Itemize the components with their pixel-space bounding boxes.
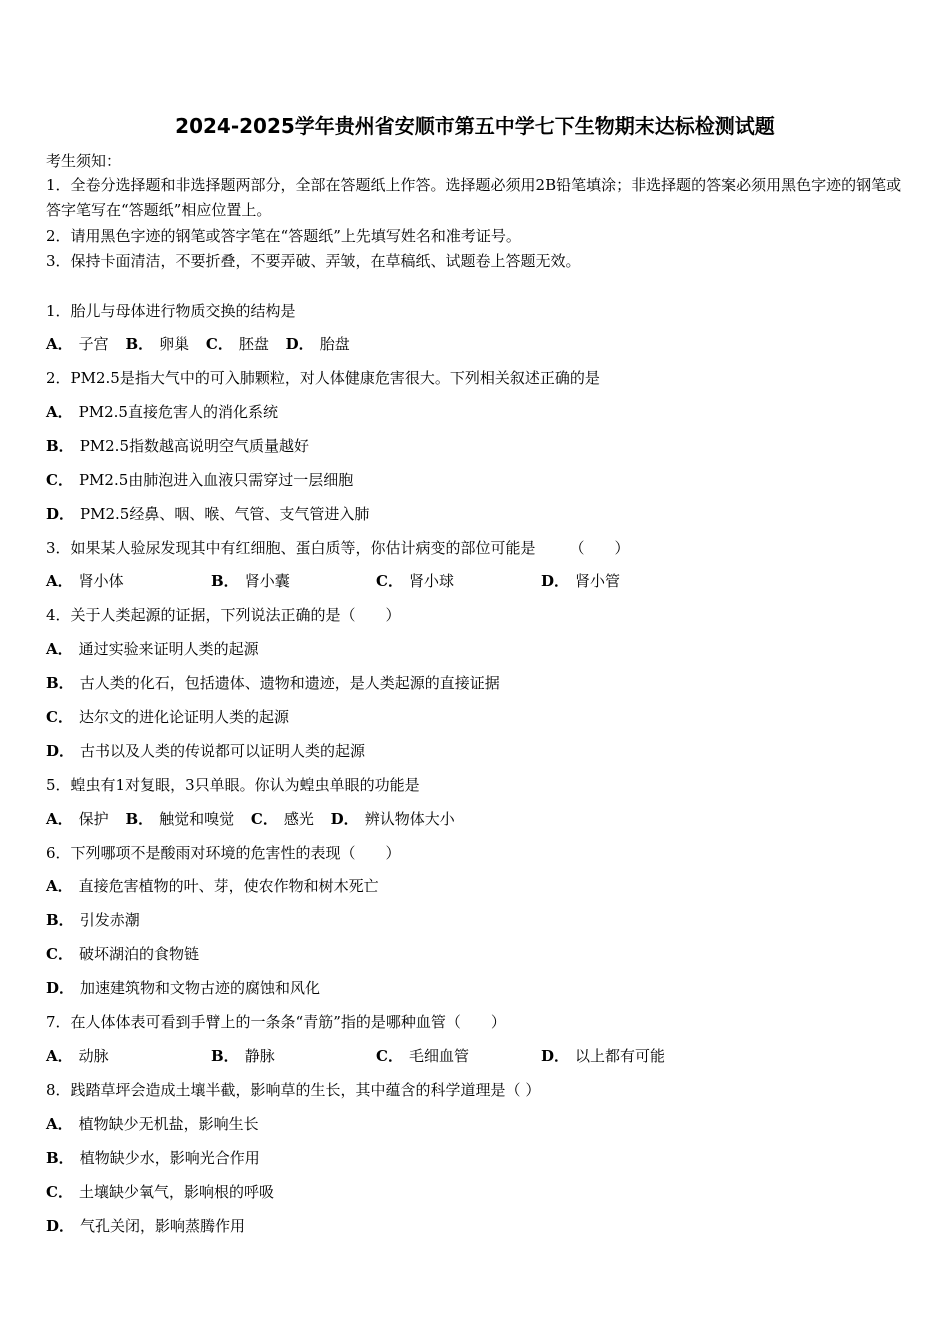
- question-3-option-c[interactable]: [376, 570, 541, 592]
- question-2-option-d[interactable]: [46, 503, 369, 525]
- option-letter: B．: [46, 674, 74, 692]
- question-4-option-d[interactable]: [46, 740, 365, 762]
- question-8-option-d[interactable]: [46, 1215, 245, 1237]
- option-text: 以上都有可能: [575, 1047, 666, 1065]
- question-7-option-c[interactable]: [376, 1045, 541, 1067]
- option-text: 肾小管: [575, 572, 621, 590]
- option-text: 动脉: [78, 1047, 109, 1065]
- question-7-options: [46, 1045, 706, 1067]
- option-text: 肾小体: [78, 572, 124, 590]
- option-letter: A．: [46, 877, 73, 895]
- option-letter: D．: [541, 572, 570, 590]
- question-5-options: [46, 808, 467, 830]
- option-letter: B．: [125, 335, 154, 353]
- option-text: 破坏湖泊的食物链: [78, 945, 199, 963]
- notice-item-2: 2．请用黑色字迹的钢笔或答字笔在“答题纸”上先填写姓名和准考证号。: [46, 227, 521, 245]
- option-letter: A．: [46, 1047, 73, 1065]
- option-text: PM2.5指数越高说明空气质量越好: [79, 437, 309, 455]
- question-4-option-a[interactable]: [46, 638, 259, 660]
- question-1-options: [46, 333, 362, 355]
- question-6-option-d[interactable]: [46, 977, 320, 999]
- question-7-option-a[interactable]: [46, 1045, 211, 1067]
- option-text: 胚盘: [238, 335, 269, 353]
- option-letter: B．: [46, 1149, 74, 1167]
- option-text: 古书以及人类的传说都可以证明人类的起源: [80, 742, 366, 760]
- question-2-stem: 2．PM2.5是指大气中的可入肺颗粒，对人体健康危害很大。下列相关叙述正确的是: [46, 369, 600, 387]
- option-text: 感光: [283, 810, 314, 828]
- option-letter: B．: [46, 911, 74, 929]
- question-3-options: [46, 570, 706, 592]
- option-letter: A．: [46, 403, 73, 421]
- option-text: 肾小囊: [244, 572, 290, 590]
- option-text: 触觉和嗅觉: [159, 810, 235, 828]
- question-7-option-b[interactable]: [211, 1045, 376, 1067]
- question-2-option-c[interactable]: [46, 469, 353, 491]
- option-letter: B．: [125, 810, 154, 828]
- question-5-option-d[interactable]: [331, 808, 455, 830]
- question-1-option-a[interactable]: [46, 333, 109, 355]
- notice-heading: 考生须知：: [46, 152, 122, 170]
- option-text: 气孔关闭，影响蒸腾作用: [80, 1217, 246, 1235]
- option-letter: B．: [211, 572, 239, 590]
- option-letter: D．: [46, 742, 75, 760]
- option-letter: C．: [376, 1047, 403, 1065]
- option-text: 达尔文的进化论证明人类的起源: [78, 708, 289, 726]
- option-letter: C．: [46, 1183, 73, 1201]
- question-1-option-b[interactable]: [125, 333, 189, 355]
- option-letter: A．: [46, 640, 73, 658]
- question-3-option-d[interactable]: [541, 570, 706, 592]
- question-6-option-b[interactable]: [46, 909, 140, 931]
- option-text: 土壤缺少氧气，影响根的呼吸: [78, 1183, 274, 1201]
- answer-parenthesis: （ ）: [569, 539, 630, 557]
- question-6-stem: 6．下列哪项不是酸雨对环境的危害性的表现（ ）: [46, 844, 401, 862]
- option-text: 静脉: [244, 1047, 275, 1065]
- option-text: 肾小球: [408, 572, 454, 590]
- option-letter: C．: [205, 335, 233, 353]
- option-letter: C．: [46, 945, 73, 963]
- option-letter: D．: [541, 1047, 570, 1065]
- option-text: 子宫: [78, 335, 109, 353]
- question-7-option-d[interactable]: [541, 1045, 706, 1067]
- option-text: 植物缺少无机盐，影响生长: [78, 1115, 259, 1133]
- notice-item-3: 3．保持卡面清洁，不要折叠，不要弄破、弄皱，在草稿纸、试题卷上答题无效。: [46, 252, 581, 270]
- question-4-option-c[interactable]: [46, 706, 289, 728]
- question-5-option-a[interactable]: [46, 808, 109, 830]
- question-4-stem: 4．关于人类起源的证据，下列说法正确的是（ ）: [46, 606, 401, 624]
- option-letter: C．: [250, 810, 278, 828]
- option-text: PM2.5经鼻、咽、喉、气管、支气管进入肺: [80, 505, 370, 523]
- option-text: 胎盘: [319, 335, 350, 353]
- option-letter: D．: [46, 505, 75, 523]
- question-2-option-b[interactable]: [46, 435, 309, 457]
- option-letter: A．: [46, 1115, 73, 1133]
- option-text: 直接危害植物的叶、芽，使农作物和树木死亡: [78, 877, 379, 895]
- question-8-stem: 8．践踏草坪会造成土壤半截，影响草的生长，其中蕴含的科学道理是（ ）: [46, 1081, 541, 1099]
- option-text: 保护: [78, 810, 109, 828]
- question-8-option-b[interactable]: [46, 1147, 260, 1169]
- question-3-stem-text: 3．如果某人验尿发现其中有红细胞、蛋白质等，你估计病变的部位可能是: [46, 539, 536, 557]
- notice-item-1: 1．全卷分选择题和非选择题两部分，全部在答题纸上作答。选择题必须用2B铅笔填涂；非选择题的答案必须用黑色字迹的钢笔或答字笔写在“答题纸”相应位置上。: [46, 176, 902, 219]
- option-letter: A．: [46, 335, 73, 353]
- option-text: 毛细血管: [408, 1047, 469, 1065]
- option-text: 加速建筑物和文物古迹的腐蚀和风化: [80, 979, 321, 997]
- question-6-option-c[interactable]: [46, 943, 199, 965]
- option-text: PM2.5直接危害人的消化系统: [78, 403, 278, 421]
- page-title: 2024-2025学年贵州省安顺市第五中学七下生物期末达标检测试题: [175, 114, 775, 138]
- question-2-option-a[interactable]: [46, 401, 278, 423]
- option-letter: C．: [46, 471, 73, 489]
- option-letter: D．: [330, 810, 359, 828]
- question-4-option-b[interactable]: [46, 672, 500, 694]
- option-letter: D．: [46, 979, 75, 997]
- option-letter: B．: [46, 437, 74, 455]
- question-1-option-c[interactable]: [206, 333, 269, 355]
- question-8-option-a[interactable]: [46, 1113, 259, 1135]
- option-text: 引发赤潮: [79, 911, 140, 929]
- question-3-option-a[interactable]: [46, 570, 211, 592]
- option-text: 古人类的化石，包括遗体、遗物和遗迹，是人类起源的直接证据: [79, 674, 500, 692]
- option-text: 植物缺少水，影响光合作用: [79, 1149, 260, 1167]
- option-letter: C．: [376, 572, 403, 590]
- question-1-stem: 1．胎儿与母体进行物质交换的结构是: [46, 302, 296, 320]
- option-letter: D．: [285, 335, 314, 353]
- question-5-stem: 5．蝗虫有1对复眼，3只单眼。你认为蝗虫单眼的功能是: [46, 776, 420, 794]
- question-5-option-b[interactable]: [125, 808, 234, 830]
- option-text: 卵巢: [159, 335, 190, 353]
- question-5-option-c[interactable]: [251, 808, 314, 830]
- option-text: PM2.5由肺泡进入血液只需穿过一层细胞: [78, 471, 354, 489]
- question-3-stem: [46, 537, 630, 559]
- option-letter: A．: [46, 572, 73, 590]
- option-letter: D．: [46, 1217, 75, 1235]
- question-1-option-d[interactable]: [286, 333, 350, 355]
- question-8-option-c[interactable]: [46, 1181, 274, 1203]
- question-3-option-b[interactable]: [211, 570, 376, 592]
- question-6-option-a[interactable]: [46, 875, 379, 897]
- question-7-stem: 7．在人体体表可看到手臂上的一条条“青筋”指的是哪种血管（ ）: [46, 1013, 506, 1031]
- option-letter: A．: [46, 810, 73, 828]
- option-letter: B．: [211, 1047, 239, 1065]
- option-text: 辨认物体大小: [364, 810, 455, 828]
- option-letter: C．: [46, 708, 73, 726]
- option-text: 通过实验来证明人类的起源: [78, 640, 259, 658]
